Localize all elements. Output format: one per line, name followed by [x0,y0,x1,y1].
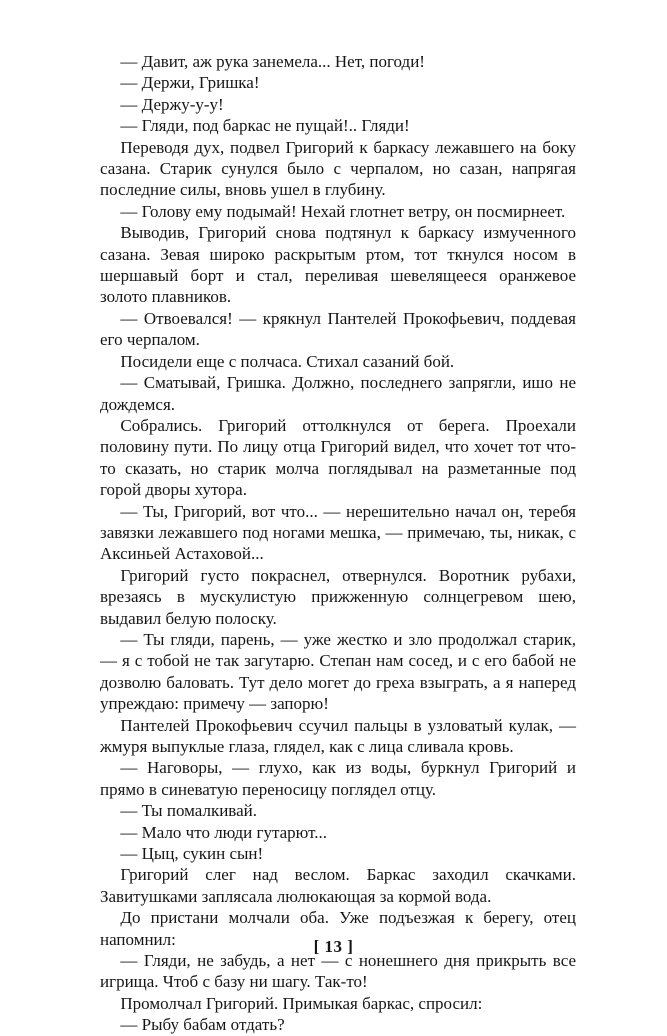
paragraph: Промолчал Григорий. Примыкая баркас, спросил: [120,993,483,1013]
paragraph: — Давит, аж рука занемела... Нет, погоди! [120,52,425,71]
paragraph: — Гляди, не забудь, а нет — с нонешнего дня прикрыть все игрища. Чтоб с базу ни шагу. Так-то! [100,951,576,992]
paragraph: — Ты гляди, парень, — уже жестко и зло продолжал старик, — я с тобой не так загутарю. Степан нам сосед, и с его бабой не дозволю баловать. Тут дело могет до греха взыграть, а я наперед упреждаю: примечу — запорю! [100,629,576,714]
paragraph: — Голову ему подымай! Нехай глотнет ветру, он посмирнеет. [120,201,566,221]
paragraph: Собрались. Григорий оттолкнулся от берега. Проехали половину пути. По лицу отца Григорий видел, что хочет тот что-то сказать, но старик молча поглядывал на разметанные под горой дворы хутора. [100,415,576,500]
paragraph: — Сматывай, Гришка. Должно, последнего запрягли, ишо не дождемся. [100,373,576,414]
paragraph: — Мало что люди гутарют... [120,822,328,842]
paragraph: Григорий слег над веслом. Баркас заходил скачками. Завитушками заплясала люлюкающая за кормой вода. [100,865,576,906]
paragraph: Пантелей Прокофьевич ссучил пальцы в узловатый кулак, — жмуря выпуклые глаза, глядел, как с лица сливала кровь. [100,715,576,756]
paragraph: — Отвоевался! — крякнул Пантелей Прокофьевич, поддевая его черпалом. [100,308,576,350]
paragraph: До пристани молчали оба. Уже подъезжая к берегу, отец напомнил: [100,908,576,949]
paragraph: — Держи, Гришка! [120,73,260,93]
paragraph: — Ты помалкивай. [120,801,257,821]
paragraph: — Наговоры, — глухо, как из воды, буркнул Григорий и прямо в синеватую переносицу поглядел отцу. [100,758,576,799]
paragraph: — Ты, Григорий, вот что... — нерешительно начал он, теребя завязки лежавшего под ногами мешка, — примечаю, ты, никак, с Аксиньей Астаховой... [100,501,576,564]
paragraph: Григорий густо покраснел, отвернулся. Воротник рубахи, врезаясь в мускулистую прижженную солнцегревом шею, выдавил белую полоску. [100,565,576,628]
page-number: [ 13 ] [313,937,354,956]
paragraph: — Рыбу бабам отдать? [120,1015,285,1035]
paragraph: Переводя дух, подвел Григорий к баркасу лежавшего на боку сазана. Старик сунулся было с черпалом, но сазан, напрягая последние силы, вновь ушел в глубину. [100,137,576,200]
page-body [100,51,576,1036]
paragraph: Выводив, Григорий снова подтянул к баркасу измученного сазана. Зевая широко раскрытым ртом, тот ткнулся носом в шершавый борт и стал, переливая шевелящееся оранжевое золото плавников. [100,223,576,307]
paragraph: — Держу-у-у! [120,94,224,114]
paragraph: — Гляди, под баркас не пущай!.. Гляди! [120,116,410,136]
paragraph: — Цыц, сукин сын! [120,844,264,864]
paragraph: Посидели еще с полчаса. Стихал сазаний бой. [120,351,455,371]
